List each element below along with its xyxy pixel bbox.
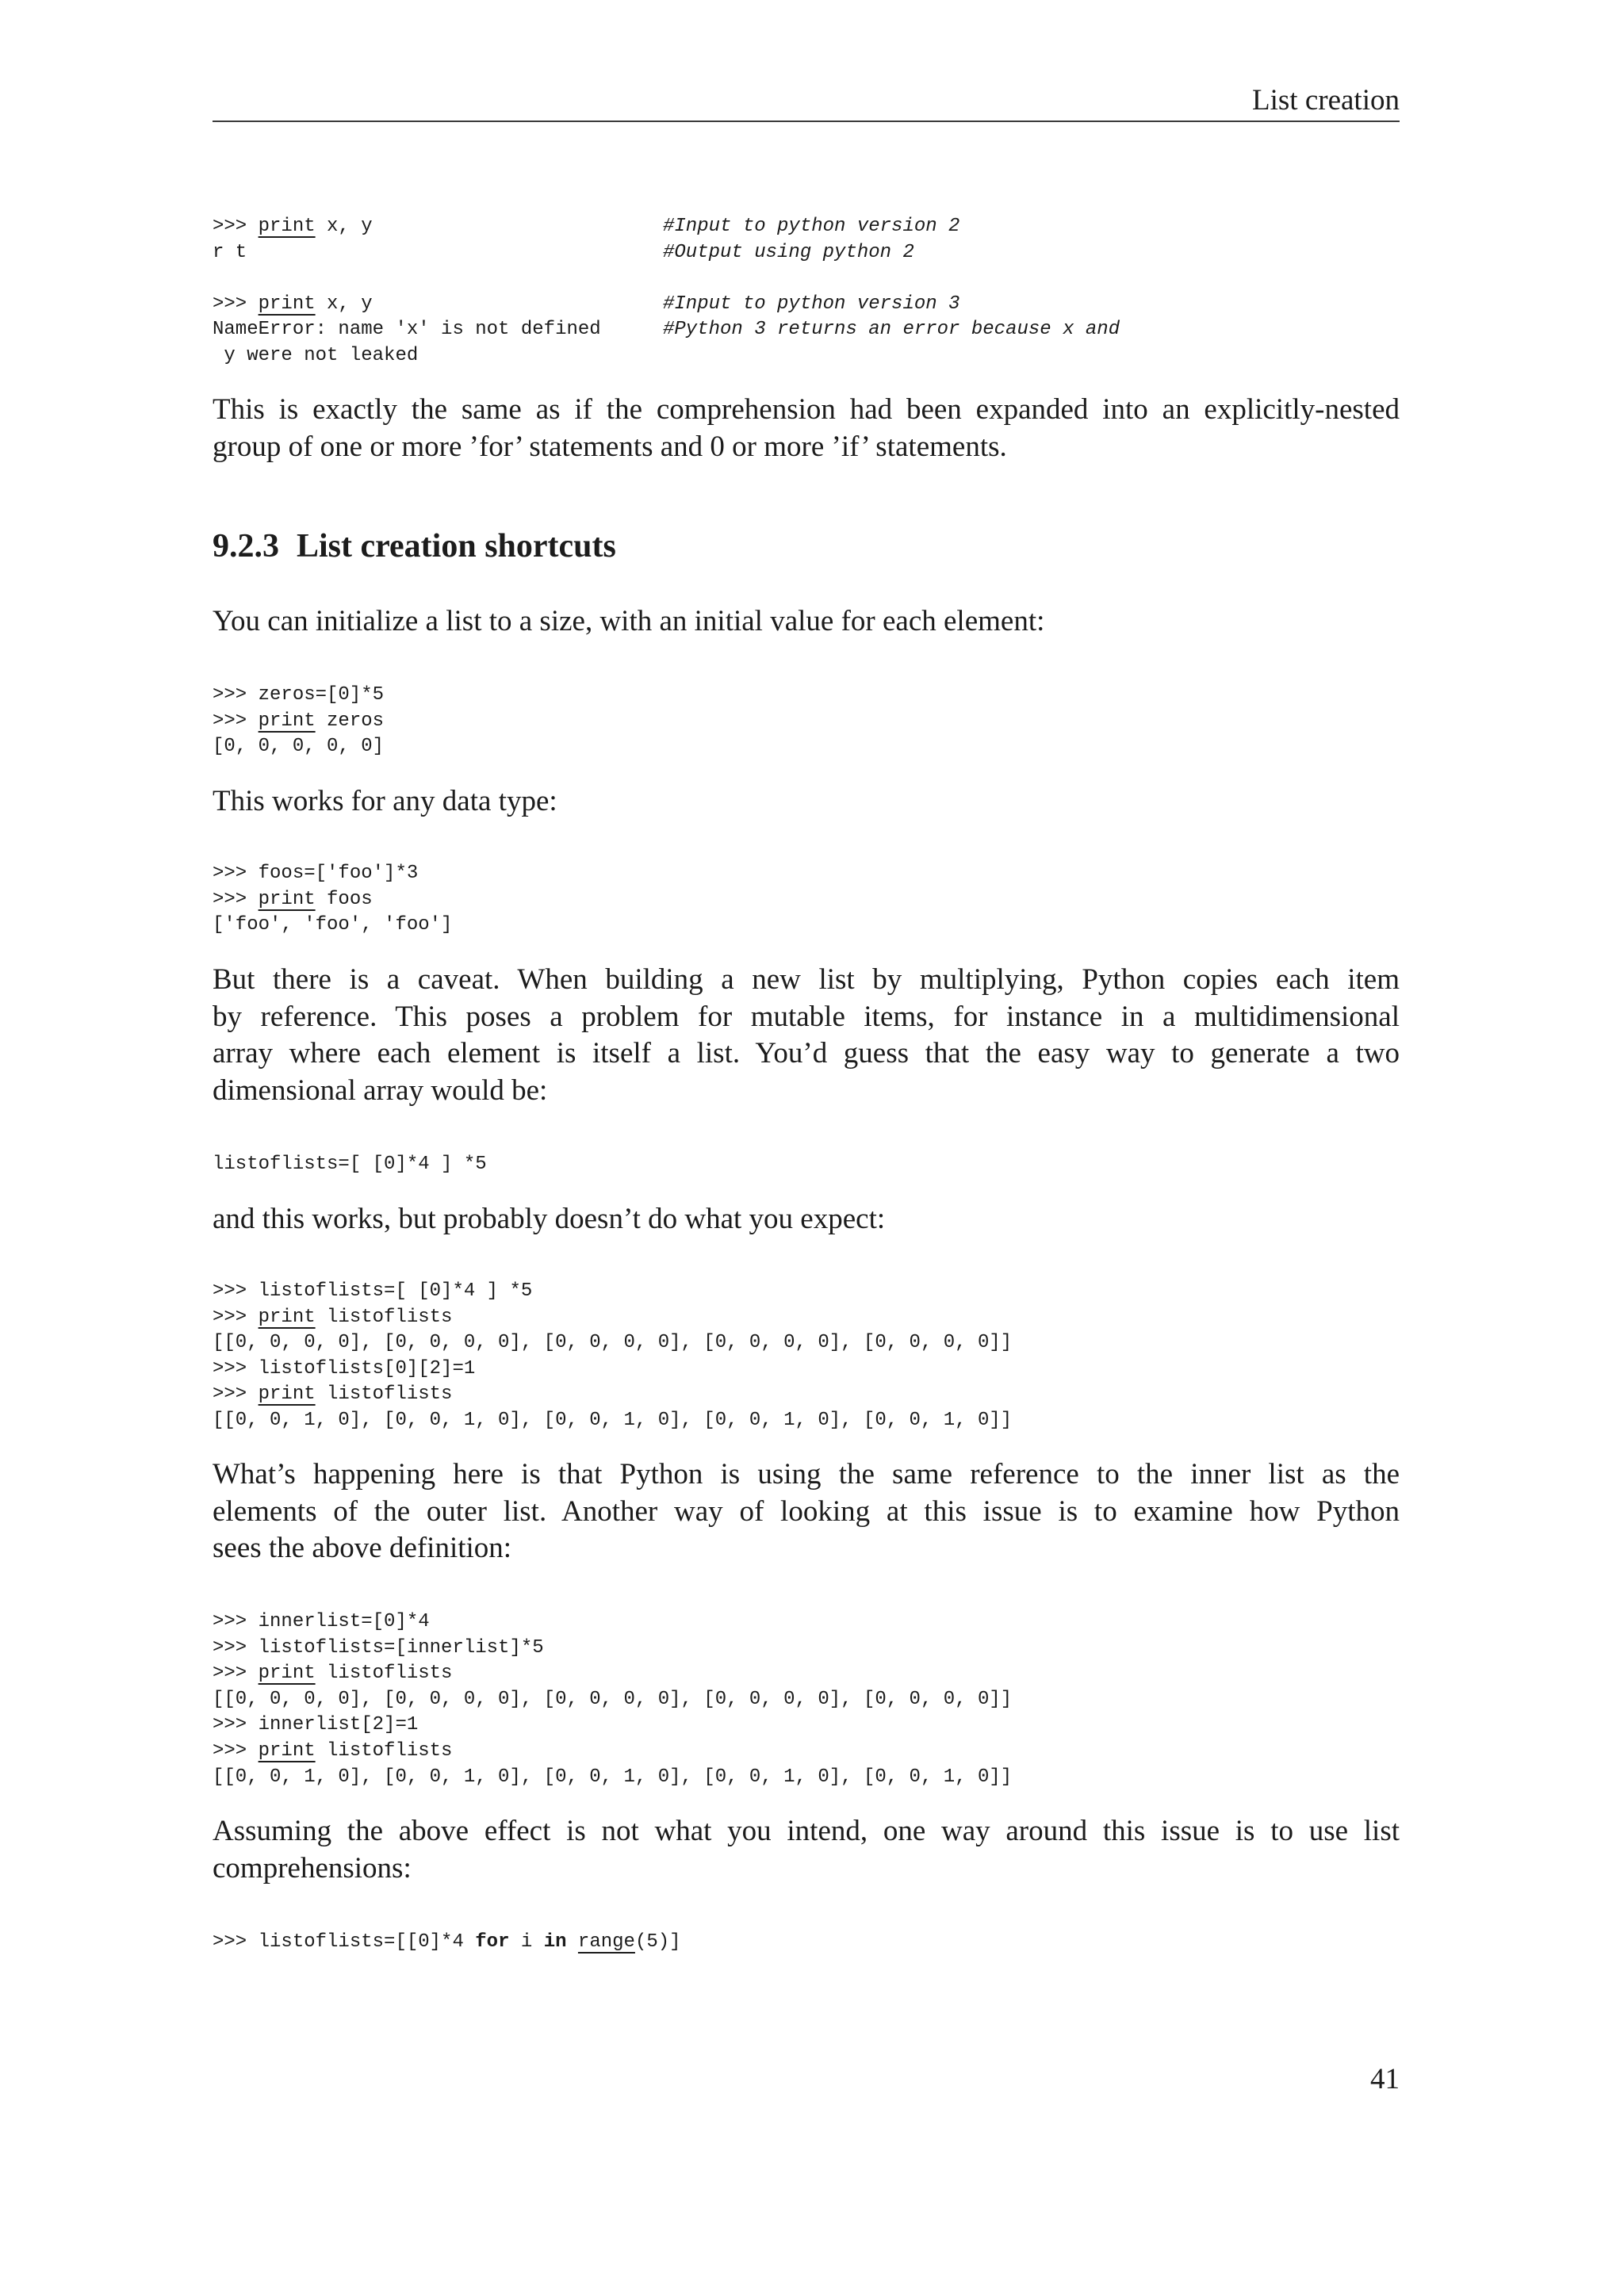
code-text: >>> listoflists=[innerlist]*5	[213, 1636, 544, 1659]
code-block-comprehension-fix	[213, 1930, 1400, 1956]
paragraph-any-data-type	[213, 783, 1400, 821]
code-text: listoflists	[315, 1663, 453, 1685]
code-line	[213, 343, 1400, 369]
code-prompt: >>>	[213, 1663, 259, 1685]
code-text: >>> zeros=[0]*5	[213, 684, 385, 706]
code-text	[567, 1931, 578, 1953]
paragraph-line: You can initialize a list to a size, with an initial value for each element:	[213, 605, 1045, 637]
paragraph-line: What’s happening here is that Python is using the same reference to the inner list as the	[213, 1458, 1400, 1490]
code-line	[213, 1765, 1400, 1791]
paragraph-line: dimensional array would be:	[213, 1073, 548, 1107]
code-line	[213, 1687, 1400, 1713]
code-output: [[0, 0, 0, 0], [0, 0, 0, 0], [0, 0, 0, 0], [0, 0, 0, 0], [0, 0, 0, 0]]	[213, 1332, 1013, 1354]
code-text: (5)]	[634, 1931, 681, 1953]
code-comment: #Output using python 2	[663, 241, 914, 263]
paragraph-line: But there is a caveat. When building a new list by multiplying, Python copies each item	[213, 963, 1400, 996]
code-line	[213, 913, 1400, 939]
paragraph-use-comprehensions	[213, 1813, 1400, 1887]
code-line	[213, 1930, 1400, 1956]
code-line	[213, 709, 1400, 735]
code-prompt: >>>	[213, 1739, 259, 1762]
code-line	[213, 1330, 1400, 1357]
code-blank-line	[213, 266, 1400, 292]
code-text: >>> listoflists=[[0]*4	[213, 1931, 476, 1953]
code-keyword-print: print	[258, 1739, 316, 1762]
code-prompt: >>>	[213, 888, 259, 910]
code-keyword-print: print	[258, 888, 316, 910]
code-line	[213, 1382, 1400, 1408]
code-text: x, y	[315, 216, 373, 237]
code-keyword-print: print	[258, 1383, 316, 1406]
code-comment: #Input to python version 3	[663, 293, 960, 315]
code-text: zeros	[315, 710, 385, 732]
code-text: foos	[315, 888, 373, 910]
code-keyword-for: for	[475, 1931, 510, 1953]
code-block-listoflists-definition	[213, 1152, 1400, 1178]
code-output: [[0, 0, 1, 0], [0, 0, 1, 0], [0, 0, 1, 0], [0, 0, 1, 0], [0, 0, 1, 0]]	[213, 1766, 1013, 1788]
code-text: >>> listoflists=[ [0]*4 ] *5	[213, 1280, 533, 1302]
code-prompt: >>>	[213, 1383, 259, 1406]
code-comment: #Input to python version 2	[663, 216, 960, 237]
code-line	[213, 1636, 1400, 1662]
code-block-zeros	[213, 683, 1400, 760]
code-line	[213, 240, 1400, 266]
code-line	[213, 214, 1400, 240]
paragraph-line: This is exactly the same as if the comprehension had been expanded into an explicitly-nested	[213, 393, 1400, 426]
code-text: >>> foos=['foo']*3	[213, 863, 419, 884]
code-text: listoflists	[315, 1306, 453, 1328]
code-block-variable-leak	[213, 214, 1400, 369]
paragraph-line: Assuming the above effect is not what you intend, one way around this issue is to use list	[213, 1815, 1400, 1847]
paragraph-same-reference	[213, 1456, 1400, 1567]
code-line	[213, 292, 1400, 318]
code-output: [[0, 0, 1, 0], [0, 0, 1, 0], [0, 0, 1, 0], [0, 0, 1, 0], [0, 0, 1, 0]]	[213, 1409, 1013, 1431]
code-builtin-range: range	[577, 1931, 635, 1953]
paragraph-caveat	[213, 962, 1400, 1109]
code-output: [[0, 0, 0, 0], [0, 0, 0, 0], [0, 0, 0, 0], [0, 0, 0, 0], [0, 0, 0, 0]]	[213, 1688, 1013, 1710]
page-number: 41	[1370, 2063, 1400, 2095]
paragraph-line: comprehensions:	[213, 1851, 412, 1885]
code-line	[213, 683, 1400, 709]
code-text: >>> innerlist[2]=1	[213, 1714, 419, 1736]
code-text: listoflists	[315, 1383, 453, 1406]
paragraph-line: by reference. This poses a problem for mutable items, for instance in a multidimensional	[213, 1000, 1400, 1033]
code-prompt: >>>	[213, 293, 259, 315]
code-line	[213, 1357, 1400, 1383]
code-text: >>> listoflists[0][2]=1	[213, 1357, 476, 1380]
code-line	[213, 861, 1400, 887]
code-keyword-print: print	[258, 710, 316, 732]
code-line	[213, 1152, 1400, 1178]
paragraph-comprehension-expansion	[213, 392, 1400, 465]
section-number: 9.2.3	[213, 528, 279, 564]
code-line	[213, 1305, 1400, 1331]
code-line	[213, 887, 1400, 913]
code-text: i	[509, 1931, 544, 1953]
code-comment: #Python 3 returns an error because x and	[663, 319, 1120, 341]
code-keyword-print: print	[258, 293, 316, 315]
paragraph-initialize-list	[213, 603, 1400, 641]
code-text: listoflists	[315, 1739, 453, 1762]
code-line	[213, 1712, 1400, 1739]
code-line	[213, 317, 1400, 343]
code-line	[213, 1279, 1400, 1305]
paragraph-line: sees the above definition:	[213, 1532, 512, 1565]
code-keyword-in: in	[543, 1931, 567, 1953]
code-line	[213, 734, 1400, 760]
paragraph-line: array where each element is itself a list. You’d guess that the easy way to generate a two	[213, 1037, 1400, 1070]
paragraph-line: group of one or more ’for’ statements and 0 or more ’if’ statements.	[213, 430, 1007, 463]
code-block-innerlist-demo	[213, 1609, 1400, 1790]
code-output: [0, 0, 0, 0, 0]	[213, 736, 385, 758]
running-header: List creation	[1252, 84, 1400, 117]
code-text: r t	[213, 241, 247, 263]
code-prompt: >>>	[213, 710, 259, 732]
code-line	[213, 1408, 1400, 1434]
code-block-listoflists-demo	[213, 1279, 1400, 1434]
paragraph-line: and this works, but probably doesn’t do what you expect:	[213, 1203, 886, 1235]
code-block-foos	[213, 861, 1400, 939]
paragraph-unexpected	[213, 1201, 1400, 1238]
code-text: NameError: name 'x' is not defined	[213, 319, 601, 341]
code-line	[213, 1739, 1400, 1765]
header-rule	[213, 121, 1400, 122]
section-heading	[213, 526, 1400, 566]
code-prompt: >>>	[213, 216, 259, 237]
code-keyword-print: print	[258, 216, 316, 237]
code-keyword-print: print	[258, 1306, 316, 1328]
code-text: x, y	[315, 293, 373, 315]
code-text: listoflists=[ [0]*4 ] *5	[213, 1154, 487, 1175]
paragraph-line: elements of the outer list. Another way of looking at this issue is to examine how Python	[213, 1494, 1400, 1528]
code-text: y were not leaked	[213, 344, 419, 366]
code-prompt: >>>	[213, 1306, 259, 1328]
code-output: ['foo', 'foo', 'foo']	[213, 914, 453, 936]
paragraph-line: This works for any data type:	[213, 785, 557, 817]
code-keyword-print: print	[258, 1663, 316, 1685]
code-line	[213, 1661, 1400, 1687]
code-line	[213, 1609, 1400, 1636]
section-title: List creation shortcuts	[297, 528, 616, 564]
code-text: >>> innerlist=[0]*4	[213, 1611, 430, 1632]
